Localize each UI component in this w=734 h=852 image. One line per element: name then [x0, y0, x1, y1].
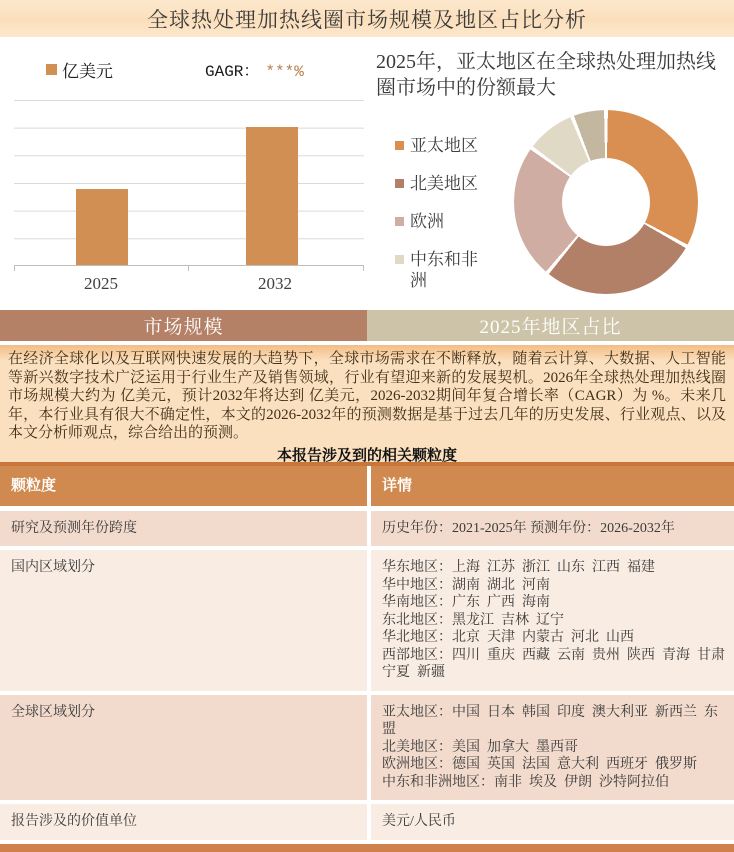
cagr-masked-value: ***%: [265, 63, 304, 81]
detail-line: 东北地区：黑龙江 吉林 辽宁: [382, 612, 564, 628]
bar-2025: [76, 189, 128, 265]
row-label-cell: 报告涉及的价值单位: [0, 804, 367, 840]
detail-line: 西部地区：四川 重庆 西藏 云南 贵州 陕西 青海 甘肃 宁夏 新疆: [382, 647, 729, 680]
legend-swatch-icon: [395, 255, 404, 264]
bar-chart-legend: [46, 57, 113, 82]
bar-plot-area: [14, 100, 364, 266]
legend-swatch-icon: [395, 217, 404, 226]
pie-legend-item: [395, 135, 491, 156]
x-axis-tick: [363, 266, 364, 271]
legend-label: 中东和非洲: [410, 250, 478, 290]
detail-line: 华东地区：上海 江苏 浙江 山东 江西 福建: [382, 560, 655, 575]
table-header-granularity: 颗粒度: [0, 466, 367, 506]
detail-line: 华中地区：湖南 湖北 河南: [382, 577, 550, 593]
legend-label: 亚太地区: [410, 136, 478, 155]
row-details-cell: [371, 695, 734, 801]
legend-label: 欧洲: [410, 212, 444, 231]
row-details-cell: [371, 550, 734, 691]
bar-legend-label: 亿美元: [62, 62, 113, 81]
table-header-details: 详情: [371, 466, 734, 506]
detail-line: 欧洲地区：德国 英国 法国 意大利 西班牙 俄罗斯: [382, 757, 697, 772]
row-details-cell: [371, 511, 734, 547]
detail-line: 华南地区：广东 广西 海南: [382, 595, 550, 610]
row-label-cell: 全球区域划分: [0, 695, 367, 801]
bar-2032: [246, 127, 298, 265]
bar-legend-swatch-icon: [46, 64, 57, 75]
pie-legend-item: [395, 249, 491, 291]
pie-legend-item: [395, 211, 491, 232]
cagr-label: GAGR：: [205, 63, 260, 81]
legend-label: 北美地区: [410, 174, 478, 193]
page-title: 全球热处理加热线圈市场规模及地区占比分析: [0, 0, 734, 37]
pie-legend: [395, 135, 491, 308]
row-details-cell: [371, 804, 734, 840]
detail-line: 中东和非洲地区：南非 埃及 伊朗 沙特阿拉伯: [382, 774, 669, 790]
charts-section: [0, 37, 734, 308]
pie-chart-panel: [368, 37, 734, 308]
pie-chart-title: 2025年，亚太地区在全球热处理加热线圈市场中的份额最大: [376, 51, 716, 99]
legend-swatch-icon: [395, 141, 404, 150]
pie-legend-item: [395, 173, 491, 194]
bottom-bar: [0, 844, 734, 852]
table-row: [0, 511, 734, 547]
table-row: [0, 695, 734, 801]
legend-swatch-icon: [395, 179, 404, 188]
detail-line: 华北地区：北京 天津 内蒙古 河北 山西: [382, 630, 634, 645]
tab-regional-share[interactable]: 2025年地区占比: [367, 310, 734, 341]
row-label-cell: 国内区域划分: [0, 550, 367, 691]
detail-line: 美元/人民币: [382, 814, 456, 829]
x-axis-label-2032: 2032: [258, 274, 292, 293]
table-caption: 本报告涉及到的相关颗粒度: [276, 446, 457, 464]
x-axis-line: [14, 265, 364, 266]
intro-section: [0, 345, 734, 462]
detail-line: 亚太地区：中国 日本 韩国 印度 澳大利亚 新西兰 东盟: [382, 704, 718, 737]
table-header-row: [0, 462, 734, 506]
table-row: [0, 550, 734, 691]
row-label-cell: 研究及预测年份跨度: [0, 511, 367, 547]
detail-line: 历史年份：2021-2025年 预测年份：2026-2032年: [382, 520, 675, 536]
tab-market-size[interactable]: 市场规模: [0, 310, 367, 341]
x-axis-label-2025: 2025: [84, 274, 118, 293]
cagr-annotation: [205, 58, 304, 81]
bar-chart-panel: [0, 37, 368, 308]
intro-paragraph: 在经济全球化以及互联网快速发展的大趋势下，全球市场需求在不断释放，随着云计算、大数据、人工智能等新兴数字技术广泛运用于行业生产及销售领域，行业有望迎来新的发展契机。2026年全球热处理加热线圈市场规模大约为 亿美元，预计2032年将达到 亿美元，2026-2032期间年复合增长率（CAGR）为 %。未来几年，本行业具有很大不确定性，本文的2026-2032年的预测数据是基于过去几年的历史发展、行业观点、以及本文分析师观点，综合给出的预测。: [8, 351, 726, 441]
section-tabs: [0, 310, 734, 341]
x-axis-tick: [188, 266, 189, 271]
donut-hole: [562, 158, 650, 246]
x-axis-tick: [14, 266, 15, 271]
donut-chart: [514, 110, 698, 294]
table-row: [0, 804, 734, 840]
granularity-table: [0, 462, 734, 840]
detail-line: 北美地区：美国 加拿大 墨西哥: [382, 739, 578, 755]
